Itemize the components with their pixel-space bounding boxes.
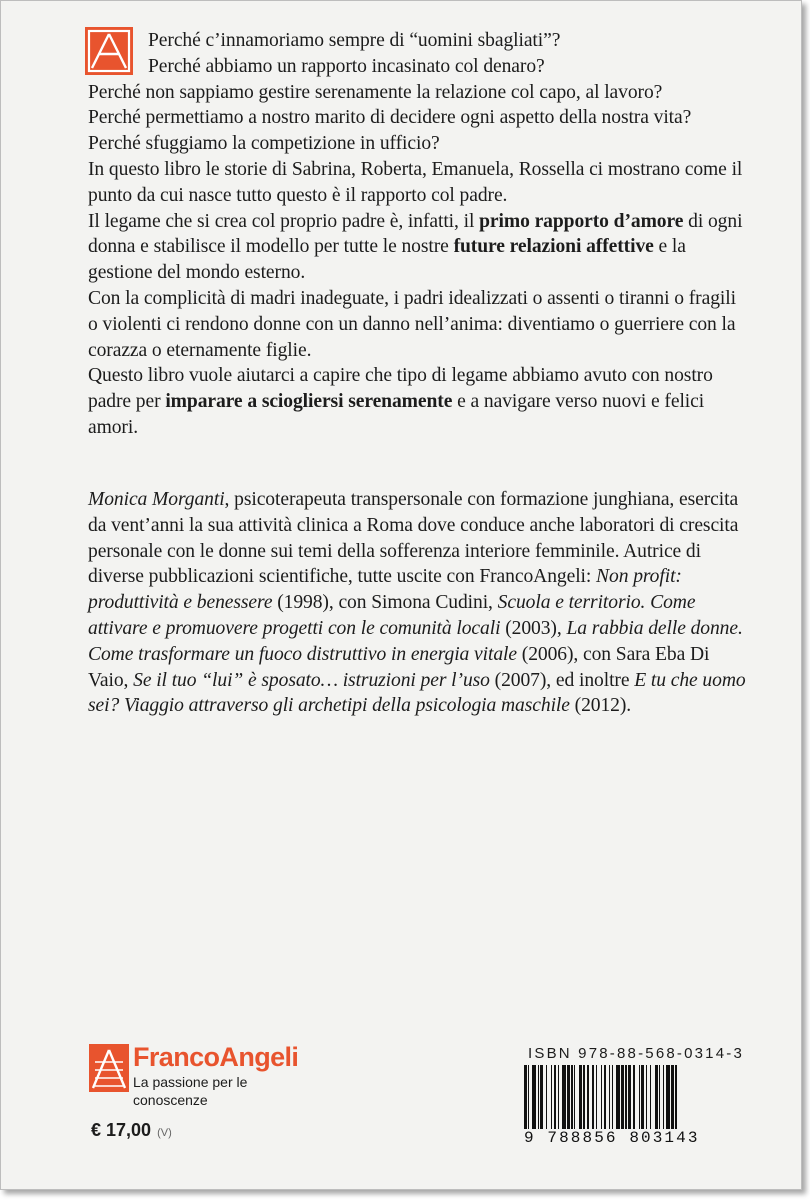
barcode-bar bbox=[650, 1065, 651, 1129]
barcode-bar bbox=[579, 1065, 582, 1129]
blurb-paragraph-aim: Questo libro vuole aiutarci a capire che tipo di legame abbiamo avuto con nostro padre per imparare a sciogliersi serenamente e a navigare verso nuovi e felici amori. bbox=[88, 365, 713, 438]
publisher-tagline: La passione per le conoscenze bbox=[133, 1074, 248, 1108]
barcode-bar bbox=[604, 1065, 607, 1129]
author-name: Monica Morganti bbox=[88, 489, 225, 510]
barcode-bar bbox=[601, 1065, 602, 1129]
barcode-bar bbox=[639, 1065, 640, 1129]
barcode-bar bbox=[628, 1065, 631, 1129]
blurb-text bbox=[88, 28, 748, 441]
book-title: Scuola e territorio. Come attivare e promuovere progetti con le comunità locali bbox=[88, 592, 696, 639]
barcode-bar bbox=[540, 1065, 543, 1129]
publisher-logo bbox=[89, 1042, 319, 1108]
blurb-question-4: Perché permettiamo a nostro marito di decidere ogni aspetto della nostra vita? bbox=[88, 107, 692, 129]
barcode-bar bbox=[616, 1065, 620, 1129]
publisher-name: FrancoAngeli bbox=[133, 1042, 299, 1072]
blurb-paragraph-stories: In questo libro le storie di Sabrina, Roberta, Emanuela, Rossella ci mostrano come il punto da cui nasce tutto questo è il rapporto col padre. bbox=[88, 158, 743, 206]
barcode-bar bbox=[666, 1065, 670, 1129]
barcode-bar bbox=[596, 1065, 597, 1129]
barcode-bar bbox=[633, 1065, 634, 1129]
price-code: (V) bbox=[157, 1127, 172, 1139]
barcode-bar bbox=[675, 1065, 676, 1129]
barcode bbox=[524, 1065, 724, 1149]
barcode-bar bbox=[625, 1065, 626, 1129]
barcode-bar bbox=[538, 1065, 539, 1129]
barcode-bar bbox=[655, 1065, 658, 1129]
barcode-bar bbox=[592, 1065, 595, 1129]
barcode-bar bbox=[558, 1065, 559, 1129]
book-title: Se il tuo “lui” è sposato… istruzioni per l’uso bbox=[133, 669, 490, 691]
barcode-bar bbox=[524, 1065, 527, 1129]
barcode-bar bbox=[587, 1065, 588, 1129]
barcode-bar bbox=[546, 1065, 547, 1129]
barcode-bar bbox=[583, 1065, 584, 1129]
barcode-digits: 9 788856 803143 bbox=[524, 1129, 700, 1147]
book-title: La rabbia delle donne. Come trasformare un fuoco distruttivo in energia vitale bbox=[88, 617, 743, 665]
blurb-paragraph-mothers: Con la complicità di madri inadeguate, i padri idealizzati o assenti o tiranni o fragili o violenti ci rendono donne con un danno nell’anima: diventiamo o guerriere con la corazza o eternamente figlie. bbox=[88, 287, 736, 361]
barcode-bar bbox=[528, 1065, 529, 1129]
blurb-question-3: Perché non sappiamo gestire serenamente la relazione col capo, al lavoro? bbox=[88, 81, 663, 103]
barcode-bar bbox=[641, 1065, 644, 1129]
barcode-bar bbox=[671, 1065, 674, 1129]
blurb-question-5: Perché sfuggiamo la competizione in ufficio? bbox=[88, 133, 440, 155]
price: € 17,00 (V) bbox=[91, 1120, 172, 1140]
barcode-bar bbox=[571, 1065, 572, 1129]
barcode-bar bbox=[659, 1065, 660, 1129]
barcode-bar bbox=[567, 1065, 570, 1129]
barcode-bar bbox=[574, 1065, 575, 1129]
author-bio: Monica Morganti, psicoterapeuta transpersonale con formazione junghiana, esercita da vent’anni la sua attività clinica a Roma dove conduce anche laboratori di crescita personale con le donne sui temi della sofferenza interiore femminile. Autrice di diverse pubblicazioni scientifiche, tutte uscite con FrancoAngeli: Non profit: produttività e benessere (1998), con Simona Cudini, Scuola e territorio. Come attivare e promuovere progetti con le comunità locali (2003), La rabbia delle donne. Come trasformare un fuoco distruttivo in energia vitale (2006), con Sara Eba Di Vaio, Se il tuo “lui” è sposato… istruzioni per l’uso (2007), ed inoltre E tu che uomo sei? Viaggio attraverso gli archetipi della psicologia maschile (2012). bbox=[88, 489, 746, 717]
barcode-bar bbox=[532, 1065, 536, 1129]
book-title: Non profit: produttività e benessere bbox=[88, 566, 682, 614]
blurb-question-1: Perché c’innamoriamo sempre di “uomini sbagliati”? bbox=[148, 30, 561, 51]
barcode-bar bbox=[562, 1065, 566, 1129]
blurb-question-2: Perché abbiamo un rapporto incasinato col denaro? bbox=[148, 55, 545, 77]
barcode-bar bbox=[621, 1065, 624, 1129]
barcode-bar bbox=[663, 1065, 664, 1129]
barcode-bar bbox=[551, 1065, 552, 1129]
barcode-bars bbox=[524, 1065, 724, 1129]
barcode-bar bbox=[612, 1065, 613, 1129]
barcode-bar bbox=[646, 1065, 647, 1129]
blurb-paragraph-bond: Il legame che si crea col proprio padre è, infatti, il primo rapporto d’amore di ogni donna e stabilisce il modello per tutte le nostre future relazioni affettive e la gestione del mondo esterno. bbox=[88, 210, 743, 284]
barcode-bar bbox=[554, 1065, 557, 1129]
book-title: E tu che uomo sei? Viaggio attraverso gli archetipi della psicologia maschile bbox=[88, 669, 746, 717]
barcode-bar bbox=[609, 1065, 610, 1129]
isbn-label: ISBN 978-88-568-0314-3 bbox=[528, 1045, 745, 1062]
franco-angeli-mark-icon bbox=[89, 1044, 129, 1092]
